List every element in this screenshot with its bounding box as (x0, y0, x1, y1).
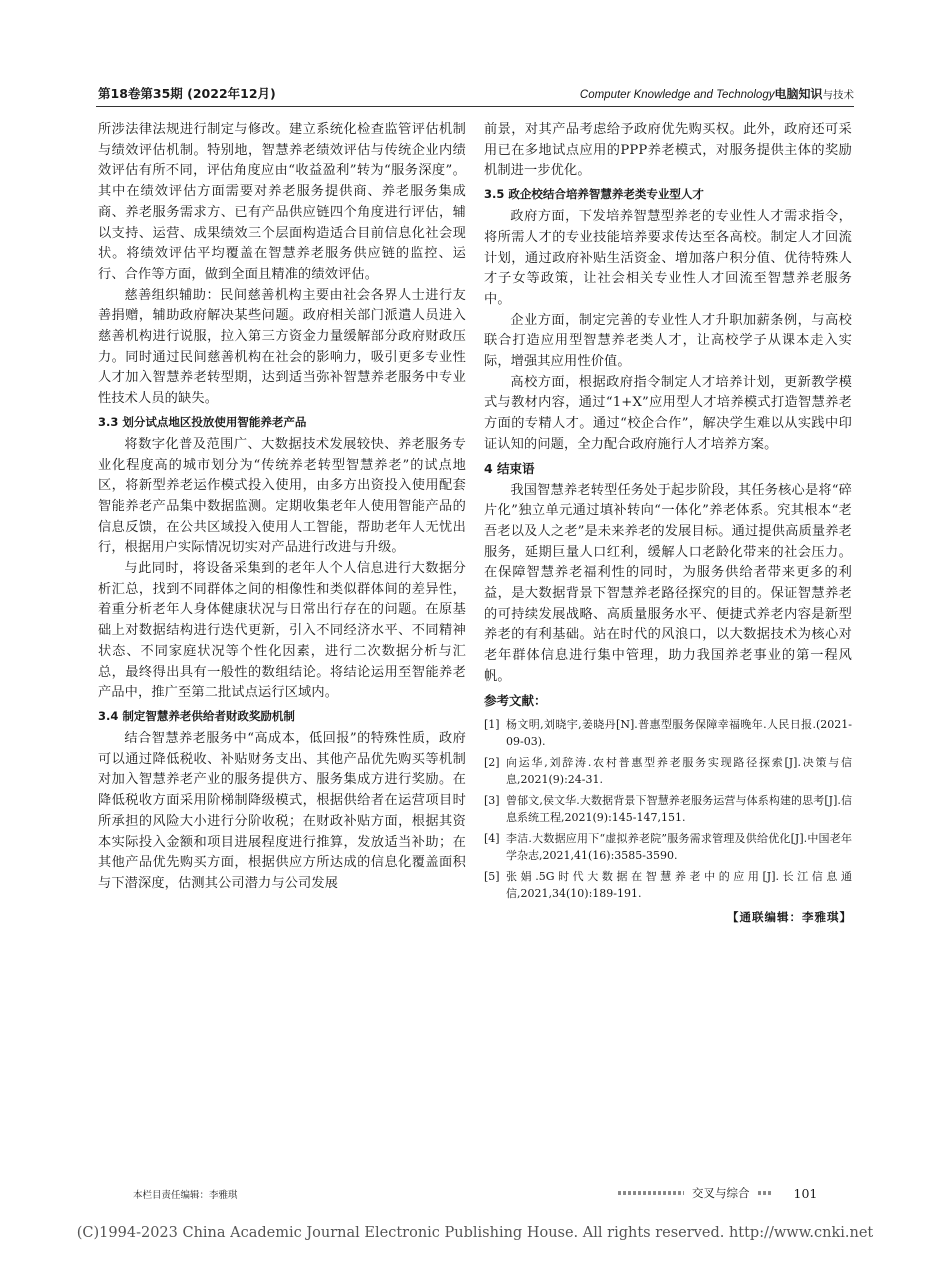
reference-item (484, 716, 852, 751)
paragraph: 将数字化普及范围广、大数据技术发展较快、养老服务专业化程度高的城市划分为“传统养老转型智慧养老”的试点地区，将新型养老运作模式投入使用，由多方出资投入使用配套智能养老产品集中数据监测。定期收集老年人使用智能产品的信息反馈，在公共区域投入使用人工智能，帮助老年人无忧出行，根据用户实际情况切实对产品进行改进与升级。 (98, 436, 466, 556)
reference-item (484, 868, 852, 903)
copyright-notice: (C)1994-2023 China Academic Journal Electronic Publishing House. All rights reserved. http://www.cnki.net (76, 1225, 874, 1241)
journal-name-cn-suffix: 与技术 (822, 89, 854, 101)
reference-text: 李洁.大数据应用下“虚拟养老院”服务需求管理及供给优化[J].中国老年学杂志,2021,41(16):3585-3590. (506, 831, 852, 863)
reference-number: [3] (484, 793, 500, 807)
section-heading-3-5: 3.5 政企校结合培养智慧养老类专业型人才 (484, 187, 704, 202)
journal-name-en: Computer Knowledge and Technology (579, 89, 775, 101)
left-column (98, 120, 466, 895)
reference-number: [2] (484, 755, 500, 769)
section-heading-4: 4 结束语 (484, 460, 535, 476)
paragraph: 慈善组织辅助：民间慈善机构主要由社会各界人士进行友善捐赠，辅助政府解决某些问题。政府相关部门派遣人员进入慈善机构进行说服，拉入第三方资金力量缓解部分政府财政压力。同时通过民间慈善机构在社会的影响力，吸引更多专业性人才加入智慧养老转型期，达到适当弥补智慧养老服务中专业性技术人员的缺失。 (98, 287, 466, 407)
reference-item (484, 754, 852, 789)
reference-text: 曾郁文,侯文华.大数据背景下智慧养老服务运营与体系构建的思考[J].信息系统工程,2021(9):145-147,151. (506, 793, 852, 825)
paragraph: 与此同时，将设备采集到的老年人个人信息进行大数据分析汇总，找到不同群体之间的相像性和类似群体间的差异性，着重分析老年人身体健康状况与日常出行存在的问题。在原基础上对数据结构进行迭代更新，引入不同经济水平、不同精神状态、不同家庭状况等个性化因素，进行二次数据分析与汇总，最终得出具有一般性的数组结论。将结论运用至智能养老产品中，推广至第二批试点运行区域内。 (98, 561, 466, 701)
reference-text: 向运华,刘辞涛.农村普惠型养老服务实现路径探索[J].决策与信息,2021(9):24-31. (506, 755, 852, 787)
paragraph: 企业方面，制定完善的专业性人才升职加薪条例，与高校联合打造应用型智慧养老类人才，让高校学子从课本走入实际，增强其应用性价值。 (484, 312, 852, 370)
column-editor-footer: 本栏目责任编辑：李雅琪 (133, 1190, 238, 1201)
reference-item (484, 792, 852, 827)
page-footer (618, 1185, 817, 1201)
journal-name-cn: 电脑知识 (774, 87, 823, 101)
paragraph: 我国智慧养老转型任务处于起步阶段，其任务核心是将“碎片化”独立单元通过填补转向“一体化”养老体系。究其根本“老吾老以及人之老”是未来养老的发展目标。通过提供高质量养老服务，延期巨量人口红利，缓解人口老龄化带来的社会压力。在保障智慧养老福利性的同时，为服务供给者带来更多的利益，是大数据背景下智慧养老路径探究的目的。保证智慧养老的可持续发展战略、高质量服务水平、便捷式养老内容是新型养老的有利基础。站在时代的风浪口，以大数据技术为核心对老年群体信息进行集中管理，助力我国养老事业的第一程风帆。 (484, 482, 852, 684)
paragraph: 高校方面，根据政府指令制定人才培养计划，更新教学模式与教材内容，通过“1+X”应用型人才培养模式打造智慧养老方面的专精人才。通过“校企合作”，解决学生难以从实践中印证认知的问题，全力配合政府施行人才培养方案。 (484, 374, 852, 452)
paragraph: 前景，对其产品考虑给予政府优先购买权。此外，政府还可采用已在多地试点应用的PPP养老模式，对服务提供主体的奖励机制进一步优化。 (484, 122, 852, 179)
paragraph: 所涉法律法规进行制定与修改。建立系统化检查监管评估机制与绩效评估机制。特别地，智慧养老绩效评估与传统企业内绩效评估有所不同，评估角度应由“收益盈利”转为“服务深度”。其中在绩效评估方面需要对养老服务提供商、养老服务集成商、养老服务需求方、已有产品供应链四个角度进行评估，辅以支持、运营、成果绩效三个层面构造适合目前信息化社会现状。将绩效评估平均覆盖在智慧养老服务供应链的监控、运行、合作等方面，做到全面且精准的绩效评估。 (98, 122, 466, 282)
journal-header (580, 85, 854, 102)
reference-number: [1] (484, 717, 500, 731)
reference-item (484, 830, 852, 865)
reference-text: 杨文明,刘晓宇,姜晓丹[N].普惠型服务保障幸福晚年.人民日报.(2021-09-03). (506, 717, 852, 749)
header-rule (96, 106, 854, 107)
footer-dotted-rule (618, 1191, 684, 1195)
footer-dotted-rule (758, 1191, 772, 1195)
page-number: 101 (793, 1185, 818, 1201)
reference-list (484, 716, 852, 903)
reference-number: [5] (484, 869, 500, 883)
issue-header: 第18卷第35期 (2022年12月) (98, 86, 276, 101)
paragraph: 结合智慧养老服务中“高成本，低回报”的特殊性质，政府可以通过降低税收、补贴财务支出、其他产品优先购买等机制对加入智慧养老产业的服务提供方、服务集成方进行奖励。在降低税收方面采用阶梯制降级模式，根据供给者在运营项目时所承担的风险大小进行分阶收税；在财政补贴方面，根据其资本实际投入金额和项目进展程度进行推算，发放适当补助；在其他产品优先购买方面，根据供应方所达成的信息化覆盖面积与下潜深度，估测其公司潜力与公司发展 (98, 730, 466, 891)
section-heading-3-3: 3.3 划分试点地区投放使用智能养老产品 (98, 414, 307, 429)
footer-section-name: 交叉与综合 (692, 1186, 750, 1200)
paragraph: 政府方面，下发培养智慧型养老的专业性人才需求指令，将所需人才的专业技能培养要求传达至各高校。制定人才回流计划，通过政府补贴生活资金、增加落户积分值、优待特殊人才子女等政策，让社会相关专业性人才回流至智慧养老服务中。 (484, 209, 852, 307)
references-heading: 参考文献： (484, 692, 547, 708)
section-heading-3-4: 3.4 制定智慧养老供给者财政奖励机制 (98, 708, 295, 723)
editor-tag: 【通联编辑：李雅琪】 (727, 909, 852, 924)
reference-text: 张娟.5G时代大数据在智慧养老中的应用[J].长江信息通信,2021,34(10):189-191. (506, 869, 852, 901)
reference-number: [4] (484, 831, 500, 845)
right-column (484, 120, 852, 925)
